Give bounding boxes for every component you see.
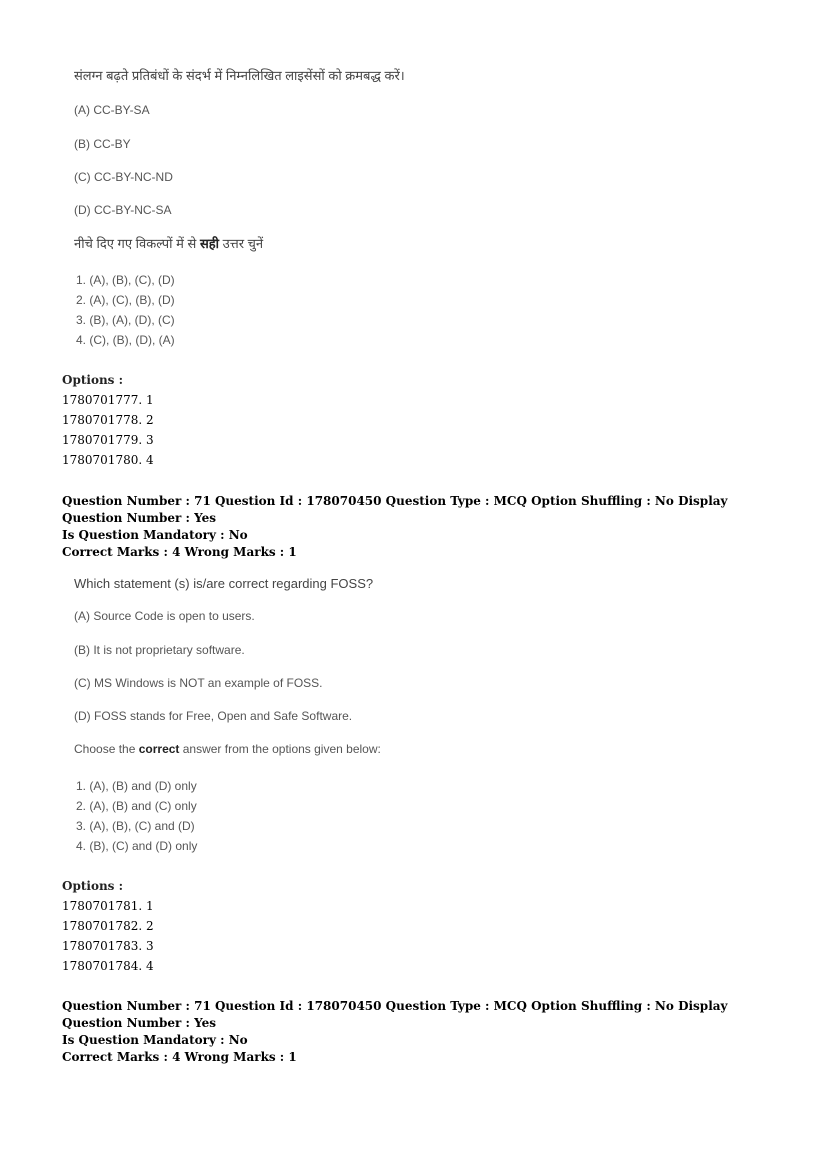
q1-choice-1: 1. (A), (B), (C), (D) [76,273,175,287]
q2-choice-1: 1. (A), (B) and (D) only [76,779,197,793]
q1-option-1: 1780701777. 1 [62,393,154,407]
meta1-line1: Question Number : 71 Question Id : 178070450 Question Type : MCQ Option Shuffling : No Display Question Number : Yes [62,494,728,525]
q1-instruction-bold: सही [199,236,220,251]
q2-option-1: 1780701781. 1 [62,899,154,913]
q1-choice-2: 2. (A), (C), (B), (D) [76,293,175,307]
q2-prompt: Which statement (s) is/are correct regarding FOSS? [74,576,374,591]
q1-prompt: संलग्न बढ़ते प्रतिबंधों के संदर्भ में निम्नलिखित लाइसेंसों को क्रमबद्ध करें। [74,68,405,83]
q2-options-block [62,876,154,976]
q2-instruction-pre: Choose the [74,742,139,756]
meta1-line2: Is Question Mandatory : No [62,528,248,542]
q1-item-d: (D) CC-BY-NC-SA [74,203,172,217]
q2-choice-4: 4. (B), (C) and (D) only [76,839,198,853]
q2-item-b: (B) It is not proprietary software. [74,643,245,657]
meta1-line3: Correct Marks : 4 Wrong Marks : 1 [62,545,297,559]
q2-instruction [74,742,381,756]
q1-option-4: 1780701780. 4 [62,453,154,467]
question-meta-2 [62,998,782,1066]
q2-option-3: 1780701783. 3 [62,939,154,953]
meta2-line3: Correct Marks : 4 Wrong Marks : 1 [62,1050,297,1064]
q1-instruction-post: उत्तर चुनें [219,236,264,251]
q1-item-c: (C) CC-BY-NC-ND [74,170,173,184]
meta2-line1: Question Number : 71 Question Id : 178070450 Question Type : MCQ Option Shuffling : No Display Question Number : Yes [62,999,728,1030]
q2-choice-2: 2. (A), (B) and (C) only [76,799,197,813]
q1-choice-3: 3. (B), (A), (D), (C) [76,313,175,327]
q1-option-2: 1780701778. 2 [62,413,154,427]
q1-item-a: (A) CC-BY-SA [74,103,150,117]
q2-instruction-post: answer from the options given below: [179,742,381,756]
q1-item-b: (B) CC-BY [74,137,131,151]
q1-choice-4: 4. (C), (B), (D), (A) [76,333,175,347]
q2-item-a: (A) Source Code is open to users. [74,609,255,623]
q1-option-3: 1780701779. 3 [62,433,154,447]
q2-item-c: (C) MS Windows is NOT an example of FOSS. [74,676,323,690]
q1-options-label: Options : [62,373,124,387]
q2-choices [76,776,197,856]
q2-option-4: 1780701784. 4 [62,959,154,973]
q1-instruction [74,234,263,252]
q1-instruction-pre: नीचे दिए गए विकल्पों में से [74,236,200,251]
q1-choices [76,270,175,350]
q1-options-block [62,370,154,470]
question-meta-1 [62,493,782,561]
q2-option-2: 1780701782. 2 [62,919,154,933]
q2-options-label: Options : [62,879,124,893]
q2-item-d: (D) FOSS stands for Free, Open and Safe Software. [74,709,353,723]
q2-choice-3: 3. (A), (B), (C) and (D) [76,819,195,833]
meta2-line2: Is Question Mandatory : No [62,1033,248,1047]
q2-instruction-bold: correct [138,742,180,756]
